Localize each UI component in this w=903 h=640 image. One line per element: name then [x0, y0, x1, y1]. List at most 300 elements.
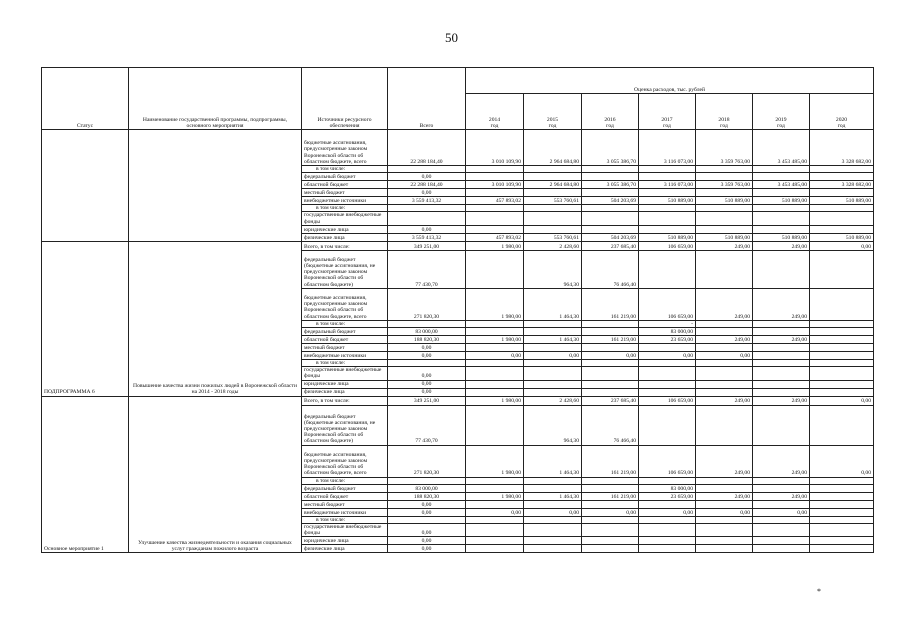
source-label-cell: физические лица — [302, 388, 388, 396]
year-value-cell: 553 760,61 — [524, 233, 582, 241]
year-value-cell — [639, 524, 696, 537]
year-value-cell — [696, 344, 753, 352]
source-label-cell: внебюджетные источники — [302, 508, 388, 516]
status-cell: Основное мероприятие 1 — [42, 396, 129, 553]
year-value-cell — [810, 189, 874, 197]
year-value-cell: 457 893,02 — [466, 197, 524, 205]
year-value-cell — [810, 516, 874, 523]
year-value-cell — [696, 360, 753, 367]
total-cell: 349 251,00 — [388, 396, 466, 405]
total-cell: 0,00 — [388, 380, 466, 388]
year-value-cell: 0,00 — [696, 352, 753, 360]
year-value-cell: 0,00 — [582, 352, 639, 360]
year-value-cell — [753, 344, 810, 352]
total-cell: 77 430,70 — [388, 405, 466, 445]
source-label-cell: внебюджетные источники — [302, 197, 388, 205]
year-value-cell — [639, 405, 696, 445]
year-value-cell — [582, 388, 639, 396]
total-cell: 0,00 — [388, 344, 466, 352]
year-unit: год — [777, 122, 785, 129]
total-cell — [388, 205, 466, 212]
total-cell — [388, 212, 466, 225]
header-year — [696, 94, 753, 130]
year-value-cell: 1 464,30 — [524, 492, 582, 500]
year-value-cell — [466, 212, 524, 225]
year-value-cell — [639, 225, 696, 233]
year-value-cell: 510 889,00 — [810, 233, 874, 241]
year-value-cell — [524, 166, 582, 173]
year-value-cell — [466, 173, 524, 181]
year-value-cell — [810, 367, 874, 380]
year-value-cell: 3 453 485,00 — [753, 181, 810, 189]
status-cell: ПОДПРОГРАММА 6 — [42, 241, 129, 396]
year-value-cell — [753, 388, 810, 396]
year-value-cell — [466, 545, 524, 553]
year-value-cell — [582, 189, 639, 197]
year-value-cell — [753, 524, 810, 537]
year-value-cell: 249,00 — [696, 288, 753, 320]
year-value-cell — [810, 344, 874, 352]
year-value-cell — [753, 405, 810, 445]
year-value-cell — [524, 477, 582, 484]
year-value-cell: 3 055 386,70 — [582, 181, 639, 189]
year-value-cell — [466, 380, 524, 388]
year-value-cell — [753, 352, 810, 360]
year-value-cell — [753, 320, 810, 327]
year-value-cell: 0,00 — [696, 508, 753, 516]
header-expenses: Оценка расходов, тыс. рублей — [466, 68, 874, 94]
year-value-cell — [582, 328, 639, 336]
total-cell: 271 820,30 — [388, 445, 466, 477]
year-value-cell — [466, 477, 524, 484]
source-label-cell: областной бюджет — [302, 181, 388, 189]
year-value-cell: 510 889,00 — [696, 197, 753, 205]
year-value-cell — [466, 484, 524, 492]
year-value-cell: 1 980,00 — [466, 288, 524, 320]
total-cell: 0,00 — [388, 545, 466, 553]
year-value-cell — [753, 250, 810, 288]
total-cell: 349 251,00 — [388, 241, 466, 250]
total-cell — [388, 320, 466, 327]
year-value-cell — [696, 205, 753, 212]
year-value-cell: 3 116 073,00 — [639, 130, 696, 166]
source-label-cell: в том числе: — [302, 516, 388, 523]
total-cell: 77 430,70 — [388, 250, 466, 288]
year-value-cell: 161 219,00 — [582, 288, 639, 320]
source-label-cell: федеральный бюджет (бюджетные ассигнования, не предусмотренные законом Воронежской области об областном бюджете) — [302, 405, 388, 445]
year-value-cell — [524, 367, 582, 380]
source-label-cell: юридические лица — [302, 225, 388, 233]
year-value-cell — [582, 516, 639, 523]
source-label-cell: государственные внебюджетные фонды — [302, 367, 388, 380]
year-value-cell — [696, 545, 753, 553]
year-value-cell: 161 219,00 — [582, 336, 639, 344]
table-row — [42, 396, 874, 405]
year-value-cell — [466, 360, 524, 367]
year-value-cell — [753, 360, 810, 367]
year-value-cell: 1 464,30 — [524, 336, 582, 344]
year-value-cell: 0,00 — [753, 508, 810, 516]
year-value-cell — [639, 344, 696, 352]
total-cell: 22 288 184,40 — [388, 130, 466, 166]
header-year — [639, 94, 696, 130]
year-value-cell — [810, 336, 874, 344]
year-value-cell: 249,00 — [696, 396, 753, 405]
year-value-cell — [524, 173, 582, 181]
year-value-cell: 3 116 073,00 — [639, 181, 696, 189]
year-value-cell — [696, 388, 753, 396]
header-total: Всего — [388, 68, 466, 130]
year-value-cell — [696, 173, 753, 181]
year-value-cell: 76 466,40 — [582, 405, 639, 445]
year-value-cell — [582, 212, 639, 225]
year-value-cell: 964,30 — [524, 250, 582, 288]
year-label: 2018 — [718, 116, 730, 123]
year-label: 2020 — [835, 116, 848, 123]
year-value-cell — [524, 380, 582, 388]
year-value-cell — [753, 484, 810, 492]
year-value-cell: 510 889,00 — [753, 233, 810, 241]
year-value-cell — [696, 225, 753, 233]
year-value-cell: 0,00 — [810, 396, 874, 405]
year-value-cell — [810, 212, 874, 225]
total-cell: 22 288 184,40 — [388, 181, 466, 189]
year-value-cell — [524, 388, 582, 396]
year-value-cell — [582, 380, 639, 388]
year-value-cell: 1 980,00 — [466, 396, 524, 405]
year-value-cell — [524, 537, 582, 545]
year-value-cell — [639, 516, 696, 523]
total-cell: 0,00 — [388, 508, 466, 516]
year-value-cell: 510 889,00 — [753, 197, 810, 205]
year-value-cell: 3 328 682,00 — [810, 130, 874, 166]
year-value-cell — [810, 405, 874, 445]
year-value-cell: 510 889,00 — [639, 233, 696, 241]
year-value-cell — [582, 173, 639, 181]
year-value-cell: 0,00 — [810, 241, 874, 250]
year-value-cell: 249,00 — [696, 492, 753, 500]
table-header — [42, 68, 874, 130]
year-value-cell: 106 659,00 — [639, 445, 696, 477]
year-value-cell: 2 428,60 — [524, 241, 582, 250]
total-cell — [388, 360, 466, 367]
year-value-cell — [524, 500, 582, 508]
table-body — [42, 130, 874, 553]
source-label-cell: внебюджетные источники — [302, 352, 388, 360]
year-value-cell — [810, 508, 874, 516]
year-value-cell: 3 010 109,90 — [466, 181, 524, 189]
year-label: 2017 — [661, 116, 673, 123]
year-value-cell — [696, 250, 753, 288]
header-year — [753, 94, 810, 130]
year-value-cell — [582, 484, 639, 492]
year-value-cell: 106 659,00 — [639, 288, 696, 320]
year-value-cell — [466, 205, 524, 212]
source-label-cell: федеральный бюджет — [302, 328, 388, 336]
year-value-cell — [524, 189, 582, 197]
year-value-cell: 161 219,00 — [582, 445, 639, 477]
year-value-cell — [466, 166, 524, 173]
total-cell: 0,00 — [388, 173, 466, 181]
header-name: Наименование государственной программы, подпрограммы, основного мероприятия — [129, 68, 302, 130]
year-value-cell — [639, 205, 696, 212]
total-cell: 0,00 — [388, 500, 466, 508]
year-value-cell — [582, 225, 639, 233]
year-value-cell — [639, 545, 696, 553]
year-value-cell: 249,00 — [753, 492, 810, 500]
footer-mark: * — [817, 587, 821, 596]
year-value-cell — [466, 189, 524, 197]
header-status: Статус — [42, 68, 129, 130]
year-value-cell — [639, 367, 696, 380]
year-value-cell: 1 980,00 — [466, 445, 524, 477]
source-label-cell: бюджетные ассигнования, предусмотренные законом Воронежской области об областном бюджете, всего — [302, 445, 388, 477]
year-value-cell — [810, 225, 874, 233]
year-value-cell — [582, 320, 639, 327]
year-value-cell — [639, 380, 696, 388]
year-value-cell: 0,00 — [582, 508, 639, 516]
year-value-cell: 3 359 763,00 — [696, 181, 753, 189]
year-value-cell — [753, 500, 810, 508]
year-value-cell — [753, 367, 810, 380]
year-value-cell — [524, 328, 582, 336]
table-row — [42, 130, 874, 166]
header-year — [582, 94, 639, 130]
total-cell: 0,00 — [388, 189, 466, 197]
year-value-cell — [582, 367, 639, 380]
source-label-cell: местный бюджет — [302, 189, 388, 197]
year-value-cell: 161 219,00 — [582, 492, 639, 500]
year-value-cell: 3 010 109,90 — [466, 130, 524, 166]
year-value-cell — [753, 205, 810, 212]
year-value-cell: 249,00 — [753, 445, 810, 477]
year-value-cell — [753, 516, 810, 523]
source-label-cell: областной бюджет — [302, 492, 388, 500]
year-value-cell — [810, 537, 874, 545]
year-value-cell: 504 203,69 — [582, 233, 639, 241]
source-label-cell: Всего, в том числе: — [302, 396, 388, 405]
year-value-cell — [582, 360, 639, 367]
year-value-cell: 76 466,40 — [582, 250, 639, 288]
total-cell: 0,00 — [388, 367, 466, 380]
year-unit: год — [606, 122, 614, 129]
year-value-cell — [753, 380, 810, 388]
year-value-cell — [810, 477, 874, 484]
year-value-cell — [639, 388, 696, 396]
year-value-cell: 249,00 — [696, 336, 753, 344]
year-value-cell — [466, 537, 524, 545]
year-value-cell: 0,00 — [524, 508, 582, 516]
year-unit: год — [490, 122, 499, 129]
year-value-cell: 2 964 684,80 — [524, 130, 582, 166]
year-unit: год — [663, 122, 671, 129]
source-label-cell: в том числе: — [302, 320, 388, 327]
year-value-cell — [466, 500, 524, 508]
year-value-cell: 3 453 485,00 — [753, 130, 810, 166]
year-value-cell — [810, 352, 874, 360]
year-value-cell — [696, 484, 753, 492]
total-cell: 271 820,30 — [388, 288, 466, 320]
year-value-cell — [753, 166, 810, 173]
year-value-cell — [639, 537, 696, 545]
year-value-cell — [810, 545, 874, 553]
year-value-cell — [524, 360, 582, 367]
year-value-cell — [810, 380, 874, 388]
year-value-cell — [639, 250, 696, 288]
year-value-cell — [696, 524, 753, 537]
year-value-cell — [810, 484, 874, 492]
year-value-cell — [753, 189, 810, 197]
year-value-cell — [466, 344, 524, 352]
year-value-cell — [696, 477, 753, 484]
year-value-cell — [753, 537, 810, 545]
year-value-cell — [639, 166, 696, 173]
year-value-cell — [466, 367, 524, 380]
budget-table — [41, 67, 874, 553]
year-value-cell — [810, 205, 874, 212]
year-value-cell — [753, 477, 810, 484]
year-value-cell: 249,00 — [696, 241, 753, 250]
year-value-cell — [753, 328, 810, 336]
year-value-cell — [696, 380, 753, 388]
year-value-cell — [466, 524, 524, 537]
year-value-cell — [696, 166, 753, 173]
year-value-cell: 2 428,60 — [524, 396, 582, 405]
year-value-cell — [810, 500, 874, 508]
source-label-cell: государственные внебюджетные фонды — [302, 212, 388, 225]
year-label: 2016 — [604, 116, 616, 123]
year-value-cell: 249,00 — [753, 396, 810, 405]
year-value-cell — [524, 212, 582, 225]
year-value-cell: 510 889,00 — [639, 197, 696, 205]
year-value-cell: 237 685,40 — [582, 241, 639, 250]
source-label-cell: в том числе: — [302, 477, 388, 484]
total-cell: 0,00 — [388, 352, 466, 360]
year-value-cell — [753, 545, 810, 553]
year-value-cell: 23 659,00 — [639, 336, 696, 344]
year-value-cell: 553 760,61 — [524, 197, 582, 205]
source-label-cell: федеральный бюджет — [302, 484, 388, 492]
total-cell: 188 820,30 — [388, 492, 466, 500]
total-cell: 0,00 — [388, 388, 466, 396]
source-label-cell: в том числе: — [302, 166, 388, 173]
source-label-cell: бюджетные ассигнования, предусмотренные законом Воронежской области об областном бюджете, всего — [302, 130, 388, 166]
total-cell: 0,00 — [388, 225, 466, 233]
total-cell — [388, 516, 466, 523]
year-value-cell: 23 659,00 — [639, 492, 696, 500]
year-value-cell — [582, 500, 639, 508]
source-label-cell: бюджетные ассигнования, предусмотренные законом Воронежской области об областном бюджете, всего — [302, 288, 388, 320]
status-cell — [42, 130, 129, 242]
year-value-cell: 510 889,00 — [810, 197, 874, 205]
year-value-cell — [582, 205, 639, 212]
year-value-cell — [696, 189, 753, 197]
year-value-cell: 1 464,30 — [524, 445, 582, 477]
year-value-cell — [810, 250, 874, 288]
year-value-cell: 249,00 — [696, 445, 753, 477]
year-value-cell: 106 659,00 — [639, 241, 696, 250]
total-cell: 0,00 — [388, 537, 466, 545]
year-value-cell — [524, 205, 582, 212]
year-value-cell — [810, 288, 874, 320]
year-value-cell: 964,30 — [524, 405, 582, 445]
year-value-cell — [639, 477, 696, 484]
year-value-cell: - — [639, 320, 696, 327]
year-value-cell — [582, 477, 639, 484]
year-value-cell: 3 359 763,00 — [696, 130, 753, 166]
year-value-cell — [582, 537, 639, 545]
year-label: 2019 — [775, 116, 787, 123]
year-value-cell: 3 055 386,70 — [582, 130, 639, 166]
year-value-cell: 0,00 — [639, 352, 696, 360]
year-value-cell: 106 659,00 — [639, 396, 696, 405]
year-value-cell: 0,00 — [639, 508, 696, 516]
year-label: 2015 — [546, 116, 559, 123]
year-value-cell: 1 980,00 — [466, 492, 524, 500]
year-value-cell — [639, 189, 696, 197]
year-value-cell: 3 328 682,00 — [810, 181, 874, 189]
source-label-cell: местный бюджет — [302, 500, 388, 508]
source-label-cell: юридические лица — [302, 537, 388, 545]
header-source: Источники ресурсного обеспечения — [302, 68, 388, 130]
year-value-cell — [753, 225, 810, 233]
year-value-cell — [696, 500, 753, 508]
year-value-cell: 510 889,00 — [696, 233, 753, 241]
total-cell: 83 000,00 — [388, 328, 466, 336]
year-value-cell — [466, 250, 524, 288]
year-value-cell — [582, 524, 639, 537]
year-value-cell — [639, 212, 696, 225]
program-name-cell — [129, 130, 302, 242]
year-value-cell — [810, 320, 874, 327]
program-name-cell: Улучшение качества жизнедеятельности и оказания социальных услуг гражданам пожилого возраста — [129, 396, 302, 553]
year-label: 2014 — [488, 116, 501, 123]
year-value-cell — [696, 328, 753, 336]
total-cell: 3 559 413,32 — [388, 233, 466, 241]
year-value-cell — [810, 492, 874, 500]
year-value-cell: 0,00 — [524, 352, 582, 360]
year-value-cell — [524, 225, 582, 233]
total-cell: 188 820,30 — [388, 336, 466, 344]
header-year — [810, 94, 874, 130]
year-value-cell — [696, 367, 753, 380]
total-cell — [388, 166, 466, 173]
year-value-cell: 457 893,02 — [466, 233, 524, 241]
year-value-cell — [810, 388, 874, 396]
source-label-cell: федеральный бюджет — [302, 173, 388, 181]
program-name-cell: Повышение качества жизни пожилых людей в Воронежской области на 2014 - 2018 годы — [129, 241, 302, 396]
source-label-cell: в том числе: — [302, 205, 388, 212]
year-value-cell — [753, 212, 810, 225]
year-value-cell — [466, 320, 524, 327]
source-label-cell: федеральный бюджет (бюджетные ассигнования, не предусмотренные законом Воронежской области об областном бюджете) — [302, 250, 388, 288]
year-value-cell — [639, 173, 696, 181]
source-label-cell: государственные внебюджетные фонды — [302, 524, 388, 537]
total-cell: 3 559 413,32 — [388, 197, 466, 205]
year-value-cell: 83 000,00 — [639, 328, 696, 336]
year-value-cell — [524, 344, 582, 352]
source-label-cell: физические лица — [302, 233, 388, 241]
source-label-cell: физические лица — [302, 545, 388, 553]
year-value-cell — [524, 320, 582, 327]
year-value-cell — [582, 166, 639, 173]
year-value-cell — [810, 360, 874, 367]
year-value-cell — [696, 405, 753, 445]
year-value-cell — [696, 320, 753, 327]
year-value-cell: 237 685,40 — [582, 396, 639, 405]
year-value-cell — [639, 360, 696, 367]
year-value-cell: 249,00 — [753, 241, 810, 250]
